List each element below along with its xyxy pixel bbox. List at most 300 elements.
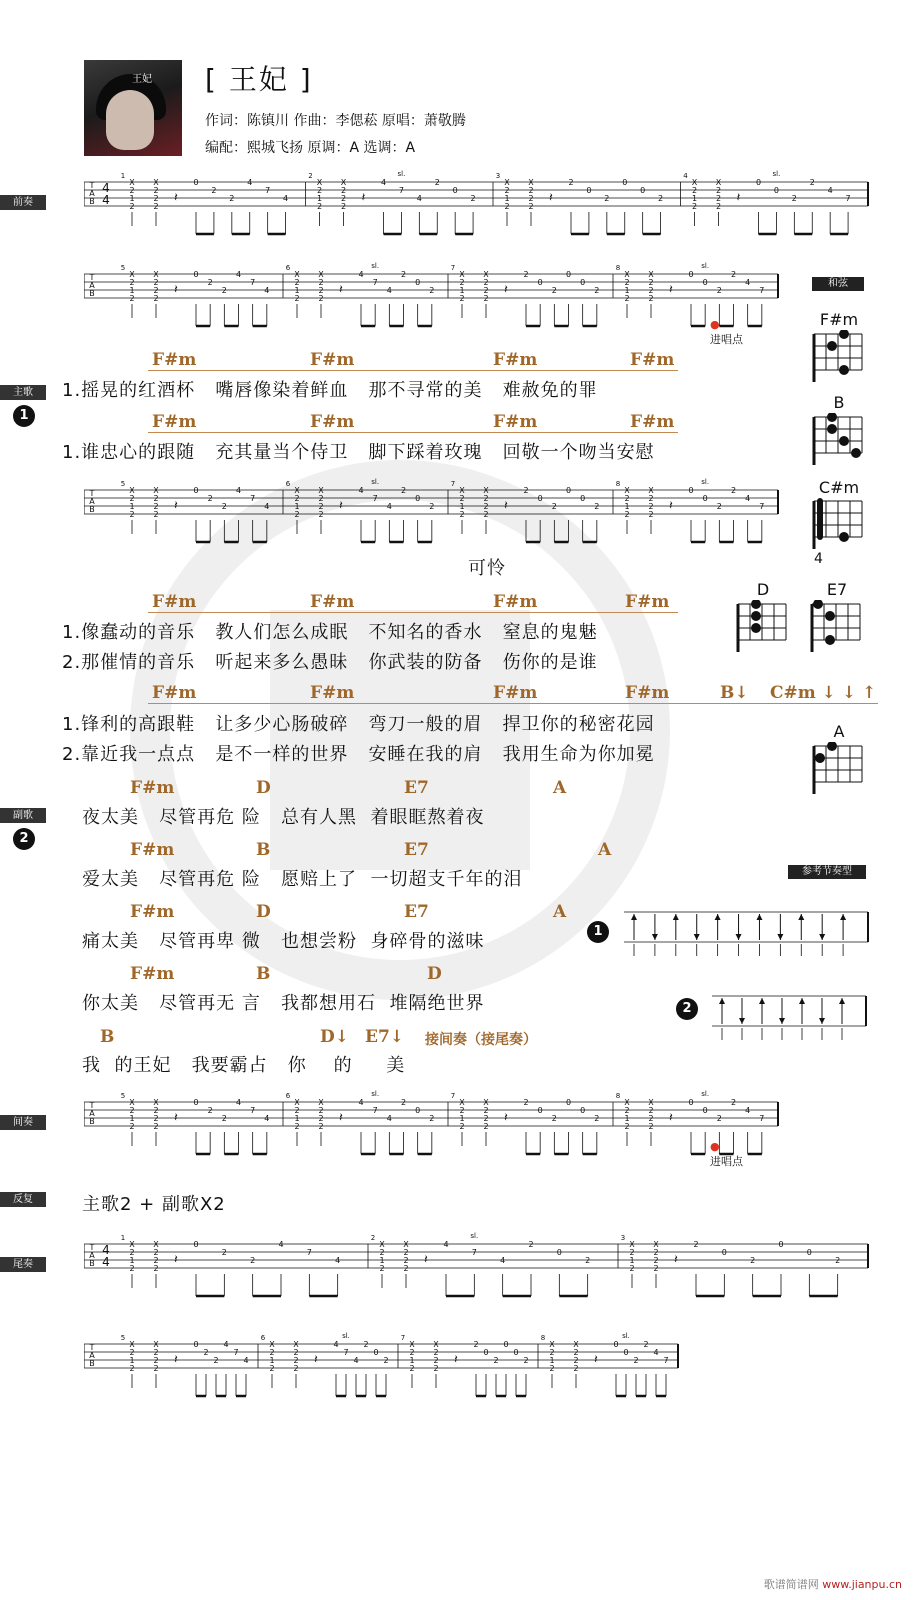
tab-fret: 2 (316, 186, 323, 195)
chord-label: 接间奏（接尾奏） (425, 1032, 537, 1048)
tab-fret: 2 (207, 1106, 213, 1115)
tab-staff-intro-2 (84, 262, 784, 338)
tab-fret: 2 (221, 502, 227, 511)
tab-fret: 2 (340, 186, 347, 195)
chord-diagram-f#m (810, 330, 870, 382)
tab-fret: 0 (537, 278, 543, 287)
tab-fret: 0 (702, 278, 708, 287)
rhythm-number-1: 1 (587, 921, 609, 943)
tab-fret: 2 (483, 1106, 489, 1115)
chord-dot (827, 413, 837, 422)
strum-arrowhead (779, 1018, 785, 1024)
tab-fret: 2 (294, 1106, 300, 1115)
tab-fret: 1 (379, 1256, 385, 1265)
tab-fret: 4 (745, 1106, 751, 1115)
measure-number: 2 (308, 172, 313, 180)
tab-fret: 2 (750, 1256, 756, 1265)
tab-fret: X (293, 1340, 299, 1349)
tab-fret: 2 (730, 1098, 737, 1107)
rhythm-box-label: 参考节奏型 (788, 865, 866, 879)
chord-label: F#m (130, 778, 175, 798)
tab-fret: 2 (433, 1356, 439, 1365)
tab-fret: 0 (415, 1106, 421, 1115)
strum-arrowhead (739, 1018, 745, 1024)
tab-fret: 2 (624, 1122, 630, 1131)
tab-fret: 2 (624, 494, 630, 503)
tab-fret: 0 (623, 1348, 629, 1357)
chord-chart-name: A (833, 722, 845, 741)
rest-symbol: 𝄽 (594, 1352, 598, 1366)
chord-dot (751, 611, 761, 621)
tab-fret: X (715, 178, 722, 187)
chord-label: F#m (493, 683, 538, 703)
chord-label: F#m (130, 840, 175, 860)
tab-fret: 2 (715, 194, 722, 203)
tab-fret: 2 (573, 1364, 579, 1373)
measure-number: 1 (120, 1234, 126, 1242)
strum-arrowhead (694, 934, 700, 940)
tab-fret: 2 (648, 510, 654, 519)
tab-fret: 4 (264, 286, 270, 295)
tab-fret: 2 (648, 294, 654, 303)
chord-label: D↓ (320, 1027, 349, 1047)
tab-fret: 0 (622, 178, 628, 187)
chord-diagram-e7 (808, 600, 868, 652)
chord-label: F#m (625, 592, 670, 612)
chord-chart-name: B (833, 393, 845, 412)
tab-fret: 4 (358, 486, 364, 495)
tab-fret: 2 (504, 186, 510, 195)
tab-fret: 0 (415, 494, 421, 503)
tab-fret: 4 (416, 194, 422, 203)
tab-fret: 2 (211, 186, 217, 195)
tab-fret: 2 (318, 278, 324, 287)
tab-fret: 2 (504, 202, 510, 211)
tab-fret: 2 (653, 1264, 659, 1273)
chord-dot (825, 635, 835, 645)
chord-label: A (598, 840, 612, 860)
tab-fret: 2 (153, 1256, 159, 1265)
tab-fret: 0 (702, 494, 708, 503)
tab-fret: 0 (373, 1348, 379, 1357)
measure-number: 6 (285, 1092, 291, 1100)
tab-letter: B (89, 1259, 95, 1268)
section-label-intro: 前奏 (0, 195, 46, 210)
strum-arrowhead (756, 914, 762, 920)
rest-symbol: 𝄽 (339, 1110, 343, 1124)
tab-fret: 2 (648, 494, 654, 503)
tab-fret: 2 (433, 1364, 439, 1373)
tab-fret: 2 (294, 278, 300, 287)
measure-number: 7 (450, 1092, 456, 1100)
tab-fret: 2 (153, 502, 159, 511)
tab-fret: X (573, 1340, 579, 1349)
tab-fret: 2 (528, 1240, 534, 1249)
tab-fret: 0 (513, 1348, 519, 1357)
tab-fret: 2 (400, 486, 407, 495)
chord-label: F#m (625, 683, 670, 703)
measure-number: 5 (120, 264, 126, 272)
tab-fret: 1 (294, 502, 300, 511)
tab-fret: 2 (653, 1248, 659, 1257)
tab-fret: X (129, 486, 135, 495)
tab-letter: A (89, 189, 95, 198)
tab-fret: X (318, 270, 324, 279)
tab-fret: 2 (483, 494, 489, 503)
tab-fret: X (648, 1098, 654, 1107)
chord-label: F#m (152, 412, 197, 432)
tab-fret: X (504, 178, 510, 187)
chord-label: C#m ↓ ↓ ↑ (770, 683, 877, 703)
tab-fret: 2 (153, 278, 159, 287)
tab-fret: 2 (409, 1348, 415, 1357)
tab-fret: 2 (153, 494, 159, 503)
tab-fret: X (379, 1240, 385, 1249)
chord-label: F#m (310, 683, 355, 703)
section-label-repeat: 反复 (0, 1192, 46, 1207)
measure-number: 4 (683, 172, 688, 180)
tab-fret: 2 (573, 1356, 579, 1365)
rest-symbol: 𝄽 (314, 1352, 318, 1366)
chord-chart-name: D (756, 580, 770, 599)
tab-fret: 2 (809, 178, 815, 187)
tab-fret: 2 (528, 194, 534, 203)
tab-fret: 2 (523, 486, 529, 495)
tab-fret: 1 (624, 286, 630, 295)
tab-fret: 2 (716, 1114, 722, 1123)
lyric-line: 夜太美 尽管再危 险 总有人黑 着眼眶熬着夜 (82, 807, 485, 828)
tab-fret: 1 (549, 1356, 555, 1365)
tab-letter: T (89, 1343, 95, 1352)
tab-letter: B (89, 505, 95, 514)
rest-symbol: 𝄽 (504, 282, 508, 296)
rest-symbol: 𝄽 (736, 190, 741, 204)
tab-fret: 2 (400, 270, 407, 279)
album-cover (84, 60, 182, 156)
chord-label: E7 (404, 778, 429, 798)
chord-dot (815, 753, 825, 763)
section-label-interlude: 间奏 (0, 1115, 46, 1130)
slide-mark: sl. (772, 170, 781, 178)
rest-symbol: 𝄽 (174, 1352, 178, 1366)
tab-fret: 0 (586, 186, 592, 195)
tab-fret: 0 (537, 494, 543, 503)
strum-arrowhead (840, 914, 846, 920)
slide-mark: sl. (371, 1090, 380, 1098)
time-signature: 4 (102, 1255, 110, 1269)
tab-fret: 2 (129, 278, 135, 287)
tab-letter: B (89, 1117, 95, 1126)
tab-fret: 2 (594, 1114, 600, 1123)
tab-fret: 0 (640, 186, 646, 195)
strum-arrowhead (819, 934, 825, 940)
tab-fret: 4 (335, 1256, 341, 1265)
strum-arrowhead (652, 934, 658, 940)
tab-fret: 0 (556, 1248, 562, 1257)
tab-fret: X (153, 1340, 159, 1349)
chord-dot (851, 448, 861, 458)
tab-fret: 2 (648, 1122, 654, 1131)
tab-fret: 2 (624, 1106, 630, 1115)
tab-fret: 2 (483, 502, 489, 511)
time-signature: 4 (102, 193, 110, 207)
tab-fret: 2 (213, 1356, 219, 1365)
tab-fret: 4 (264, 1114, 270, 1123)
song-title: [ 王妃 ] (205, 63, 313, 96)
tab-staff-verse (84, 478, 784, 554)
tab-fret: 2 (648, 286, 654, 295)
tab-fret: 0 (565, 270, 572, 279)
slide-mark: sl. (701, 262, 710, 270)
tab-fret: 2 (129, 1364, 135, 1373)
lyric-line: 2.那催情的音乐 听起来多么愚昧 你武装的防备 伤你的是谁 (62, 652, 598, 673)
measure-number: 2 (370, 1234, 376, 1242)
tab-fret: 2 (403, 1264, 409, 1273)
rest-symbol: 𝄽 (174, 498, 178, 512)
tab-fret: 4 (745, 278, 751, 287)
tab-fret: 0 (193, 1340, 199, 1349)
tab-fret: 7 (265, 186, 271, 195)
verse-number: 1 (13, 405, 35, 427)
tab-fret: 2 (523, 1356, 529, 1365)
tab-fret: 2 (470, 194, 476, 203)
rest-symbol: 𝄽 (174, 190, 178, 204)
chord-barre (817, 498, 823, 540)
tab-fret: 0 (613, 1340, 619, 1349)
tab-fret: 2 (318, 294, 324, 303)
tab-fret: X (624, 270, 630, 279)
measure-number: 6 (260, 1334, 266, 1342)
chord-label: F#m (310, 592, 355, 612)
tab-letter: T (89, 181, 95, 190)
tab-fret: 2 (318, 510, 324, 519)
strum-arrowhead (759, 998, 765, 1004)
tab-fret: 2 (459, 278, 465, 287)
tab-fret: X (294, 1098, 300, 1107)
tab-fret: 2 (643, 1340, 649, 1349)
measure-number: 8 (615, 1092, 621, 1100)
measure-number: 7 (450, 264, 456, 272)
chord-label: E7 (404, 840, 429, 860)
tab-fret: 2 (483, 1114, 489, 1123)
tab-fret: 4 (278, 1240, 284, 1249)
tab-fret: X (691, 178, 698, 187)
tab-fret: X (316, 178, 323, 187)
tab-fret: 2 (528, 186, 534, 195)
tab-fret: 7 (250, 494, 256, 503)
measure-number: 6 (285, 480, 291, 488)
tab-fret: X (129, 1340, 135, 1349)
tab-fret: 2 (363, 1340, 369, 1349)
tab-fret: 2 (153, 510, 159, 519)
tab-fret: 0 (193, 1240, 199, 1249)
tab-fret: 1 (269, 1356, 275, 1365)
tab-fret: 0 (565, 486, 572, 495)
measure-number: 8 (615, 480, 621, 488)
repeat-instruction: 主歌2 + 副歌X2 (82, 1194, 226, 1215)
tab-fret: 2 (715, 186, 722, 195)
measure-number: 8 (615, 264, 621, 272)
section-label-verse: 主歌 (0, 385, 46, 400)
tab-fret: 2 (473, 1340, 479, 1349)
rest-symbol: 𝄽 (174, 1252, 178, 1266)
tab-fret: X (294, 486, 300, 495)
tab-fret: 2 (624, 278, 630, 287)
chord-label: F#m (493, 350, 538, 370)
chord-diagram-a (810, 742, 870, 794)
slide-mark: sl. (397, 170, 406, 178)
tab-fret: X (403, 1240, 409, 1249)
tab-letter: B (89, 1359, 95, 1368)
tab-staff-outro-1 (84, 1232, 874, 1308)
tab-letter: T (89, 1243, 95, 1252)
tab-fret: X (648, 270, 654, 279)
chord-label: F#m (152, 683, 197, 703)
chord-label: B (256, 840, 271, 860)
tab-fret: 2 (129, 1264, 135, 1273)
tab-fret: 7 (759, 502, 765, 511)
tab-fret: 2 (250, 1256, 256, 1265)
tab-fret: 4 (386, 502, 392, 511)
measure-number: 7 (450, 480, 456, 488)
chord-label: F#m (130, 964, 175, 984)
strum-arrowhead (719, 998, 725, 1004)
chord-diagram-c#m (810, 497, 870, 549)
chord-label: F#m (493, 412, 538, 432)
tab-fret: 1 (129, 1356, 135, 1365)
tab-fret: 2 (153, 286, 159, 295)
tab-fret: X (653, 1240, 659, 1249)
slide-mark: sl. (622, 1332, 630, 1340)
tab-fret: 2 (129, 202, 135, 211)
tab-fret: 2 (207, 494, 213, 503)
tab-fret: 2 (483, 1122, 489, 1131)
tab-fret: 7 (759, 286, 765, 295)
tab-fret: 4 (500, 1256, 506, 1265)
chords-box-label: 和弦 (812, 277, 864, 291)
rest-symbol: 𝄽 (424, 1252, 428, 1266)
tab-fret: X (629, 1240, 635, 1249)
chord-underline (148, 703, 878, 704)
tab-fret: 0 (580, 1106, 586, 1115)
chord-underline (148, 370, 678, 371)
lyric-line: 1.摇晃的红酒杯 嘴唇像染着鲜血 那不寻常的美 难赦免的罪 (62, 380, 598, 401)
tab-fret: 4 (386, 1114, 392, 1123)
tab-fret: 2 (483, 286, 489, 295)
chord-label: A (553, 778, 567, 798)
tab-fret: 1 (459, 502, 465, 511)
tab-fret: 4 (827, 186, 833, 195)
tab-fret: 2 (153, 1248, 159, 1257)
tab-fret: 4 (386, 286, 392, 295)
tab-fret: 7 (250, 1106, 256, 1115)
tab-fret: 1 (129, 502, 135, 511)
tab-fret: 1 (691, 194, 698, 203)
tab-fret: 2 (409, 1364, 415, 1373)
tab-fret: 2 (129, 1106, 135, 1115)
rest-symbol: 𝄽 (504, 1110, 508, 1124)
tab-letter: B (89, 197, 95, 206)
tab-fret: X (648, 486, 654, 495)
measure-number: 5 (120, 1092, 126, 1100)
tab-staff-intro-1 (84, 170, 874, 246)
vocal-entry-label-2: ● 进唱点 (710, 1140, 743, 1168)
tab-fret: 2 (604, 194, 610, 203)
tab-fret: 4 (353, 1356, 359, 1365)
tab-fret: 2 (658, 194, 664, 203)
tab-fret: 0 (778, 1240, 784, 1249)
lyric-line: 2.靠近我一点点 是不一样的世界 安睡在我的肩 我用生命为你加冕 (62, 744, 655, 765)
tab-fret: 2 (403, 1248, 409, 1257)
chord-fret-number: 4 (814, 551, 823, 567)
tab-fret: 2 (316, 202, 323, 211)
tab-fret: 2 (293, 1356, 299, 1365)
tab-fret: 2 (551, 286, 557, 295)
tab-fret: 2 (648, 502, 654, 511)
tab-fret: 4 (333, 1340, 339, 1349)
tab-fret: 4 (243, 1356, 249, 1365)
tab-fret: 2 (153, 1122, 159, 1131)
tab-fret: 2 (691, 202, 698, 211)
tab-fret: 2 (523, 1098, 529, 1107)
tab-fret: 2 (459, 510, 465, 519)
tab-fret: 2 (483, 510, 489, 519)
tab-fret: X (483, 1098, 489, 1107)
tab-fret: 2 (715, 202, 722, 211)
chord-label: B (100, 1027, 115, 1047)
lyric-line: 爱太美 尽管再危 险 愿赔上了 一切超支千年的泪 (82, 869, 523, 890)
rest-symbol: 𝄽 (361, 190, 366, 204)
tab-fret: 4 (380, 178, 387, 187)
tab-fret: X (340, 178, 347, 187)
tab-fret: 2 (129, 1248, 135, 1257)
tab-fret: 2 (433, 1348, 439, 1357)
tab-letter: A (89, 497, 95, 506)
chord-chart-name: E7 (826, 580, 848, 599)
tab-fret: 4 (235, 270, 242, 279)
chord-label: A (553, 902, 567, 922)
tab-fret: 2 (648, 278, 654, 287)
tab-fret: 2 (129, 494, 135, 503)
tab-fret: 7 (372, 278, 378, 287)
strum-arrowhead (736, 934, 742, 940)
chord-dot (825, 611, 835, 621)
tab-fret: 0 (452, 186, 458, 195)
section-label-outro: 尾奏 (0, 1257, 46, 1272)
tab-fret: 7 (398, 186, 404, 195)
tab-fret: 2 (129, 510, 135, 519)
rest-symbol: 𝄽 (669, 1110, 673, 1124)
tab-fret: 1 (129, 194, 135, 203)
slide-mark: sl. (371, 262, 380, 270)
tab-fret: 2 (153, 1106, 159, 1115)
tab-fret: 2 (835, 1256, 841, 1265)
tab-fret: 2 (403, 1256, 409, 1265)
chord-label: F#m (630, 350, 675, 370)
chord-label: F#m (152, 592, 197, 612)
tab-letter: A (89, 281, 95, 290)
slide-mark: sl. (701, 1090, 710, 1098)
tab-fret: 2 (207, 278, 213, 287)
tab-fret: 1 (294, 286, 300, 295)
tab-fret: 2 (551, 1114, 557, 1123)
tab-fret: 2 (153, 1264, 159, 1273)
chord-dot (827, 742, 837, 751)
measure-number: 7 (400, 1334, 406, 1342)
tab-fret: 4 (745, 494, 751, 503)
tab-letter: T (89, 489, 95, 498)
chord-label: E7↓ (365, 1027, 405, 1047)
